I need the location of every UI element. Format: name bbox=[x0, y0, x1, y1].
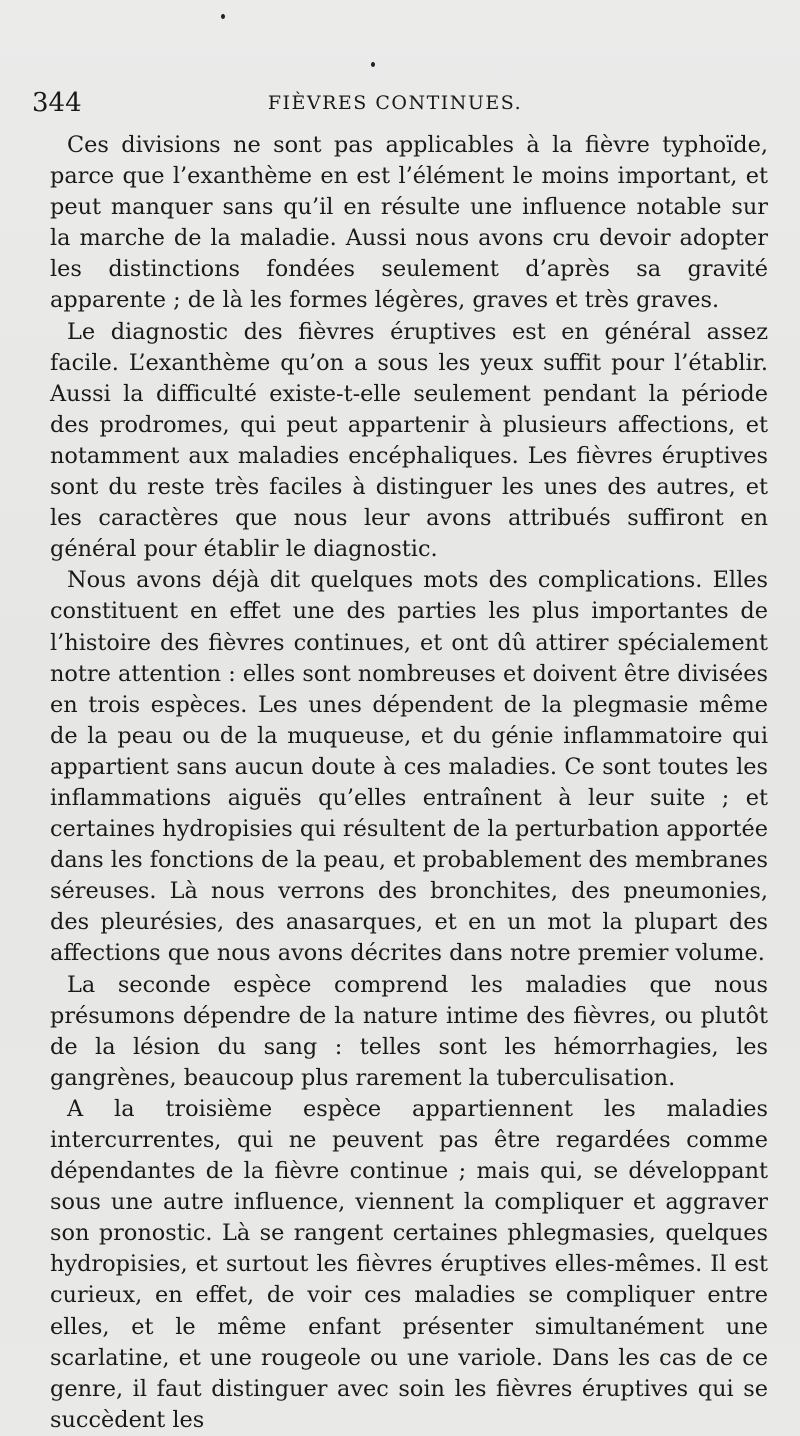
page-number: 344 bbox=[32, 88, 82, 118]
paragraph: A la troisième espèce appartiennent les maladies intercurrentes, qui ne peuvent pas être regardées comme dépendantes de la fièvre continue ; mais qui, se développant sous une autre influence, viennent la compliquer et aggraver son pronostic. Là se rangent certaines phlegmasies, quelques hydropisies, et surtout les fièvres éruptives elles-mêmes. Il est curieux, en effet, de voir ces maladies se compliquer entre elles, et le même enfant présenter simultanément une scarlatine, et une rougeole ou une variole. Dans les cas de ce genre, il faut distinguer avec soin les fièvres éruptives qui se succèdent les bbox=[50, 1095, 768, 1433]
paragraph: Le diagnostic des fièvres éruptives est en général assez facile. L’exanthème qu’on a sous les yeux suffit pour l’établir. Aussi la difficulté existe-t-elle seulement pendant la période des prodromes, qui peut appartenir à plusieurs affections, et notamment aux maladies encéphaliques. Les fièvres éruptives sont du reste très faciles à distinguer les unes des autres, et les caractères que nous leur avons attribués suffiront en général pour établir le diagnostic. bbox=[50, 318, 768, 563]
print-speck bbox=[371, 62, 375, 67]
paragraph: Ces divisions ne sont pas applicables à la fièvre typhoïde, parce que l’exanthème en est l’élément le moins important, et peut manquer sans qu’il en résulte une influence notable sur la marche de la maladie. Aussi nous avons cru devoir adopter les distinctions fondées seulement d’après sa gravité apparente ; de là les formes légères, graves et très graves. bbox=[50, 132, 768, 314]
running-title: FIÈVRES CONTINUES. bbox=[267, 92, 523, 114]
body-text bbox=[50, 130, 768, 1436]
page-header bbox=[32, 88, 758, 124]
paragraph: Nous avons déjà dit quelques mots des complications. Elles constituent en effet une des parties les plus importantes de l’histoire des fièvres continues, et ont dû attirer spécialement notre attention : elles sont nombreuses et doivent être divisées en trois espèces. Les unes dépendent de la plegmasie même de la peau ou de la muqueuse, et du génie inflammatoire qui appartient sans aucun doute à ces maladies. Ce sont toutes les inflammations aiguës qu’elles entraînent à leur suite ; et certaines hydropisies qui résultent de la perturbation apportée dans les fonctions de la peau, et probablement des membranes séreuses. Là nous verrons des bronchites, des pneumonies, des pleurésies, des anasarques, et en un mot la plupart des affections que nous avons décrites dans notre premier volume. bbox=[50, 567, 769, 967]
paragraph: La seconde espèce comprend les maladies que nous présumons dépendre de la nature intime des fièvres, ou plutôt de la lésion du sang : telles sont les hémorrhagies, les gangrènes, beaucoup plus rarement la tuberculisation. bbox=[50, 971, 768, 1091]
print-speck bbox=[221, 14, 225, 19]
